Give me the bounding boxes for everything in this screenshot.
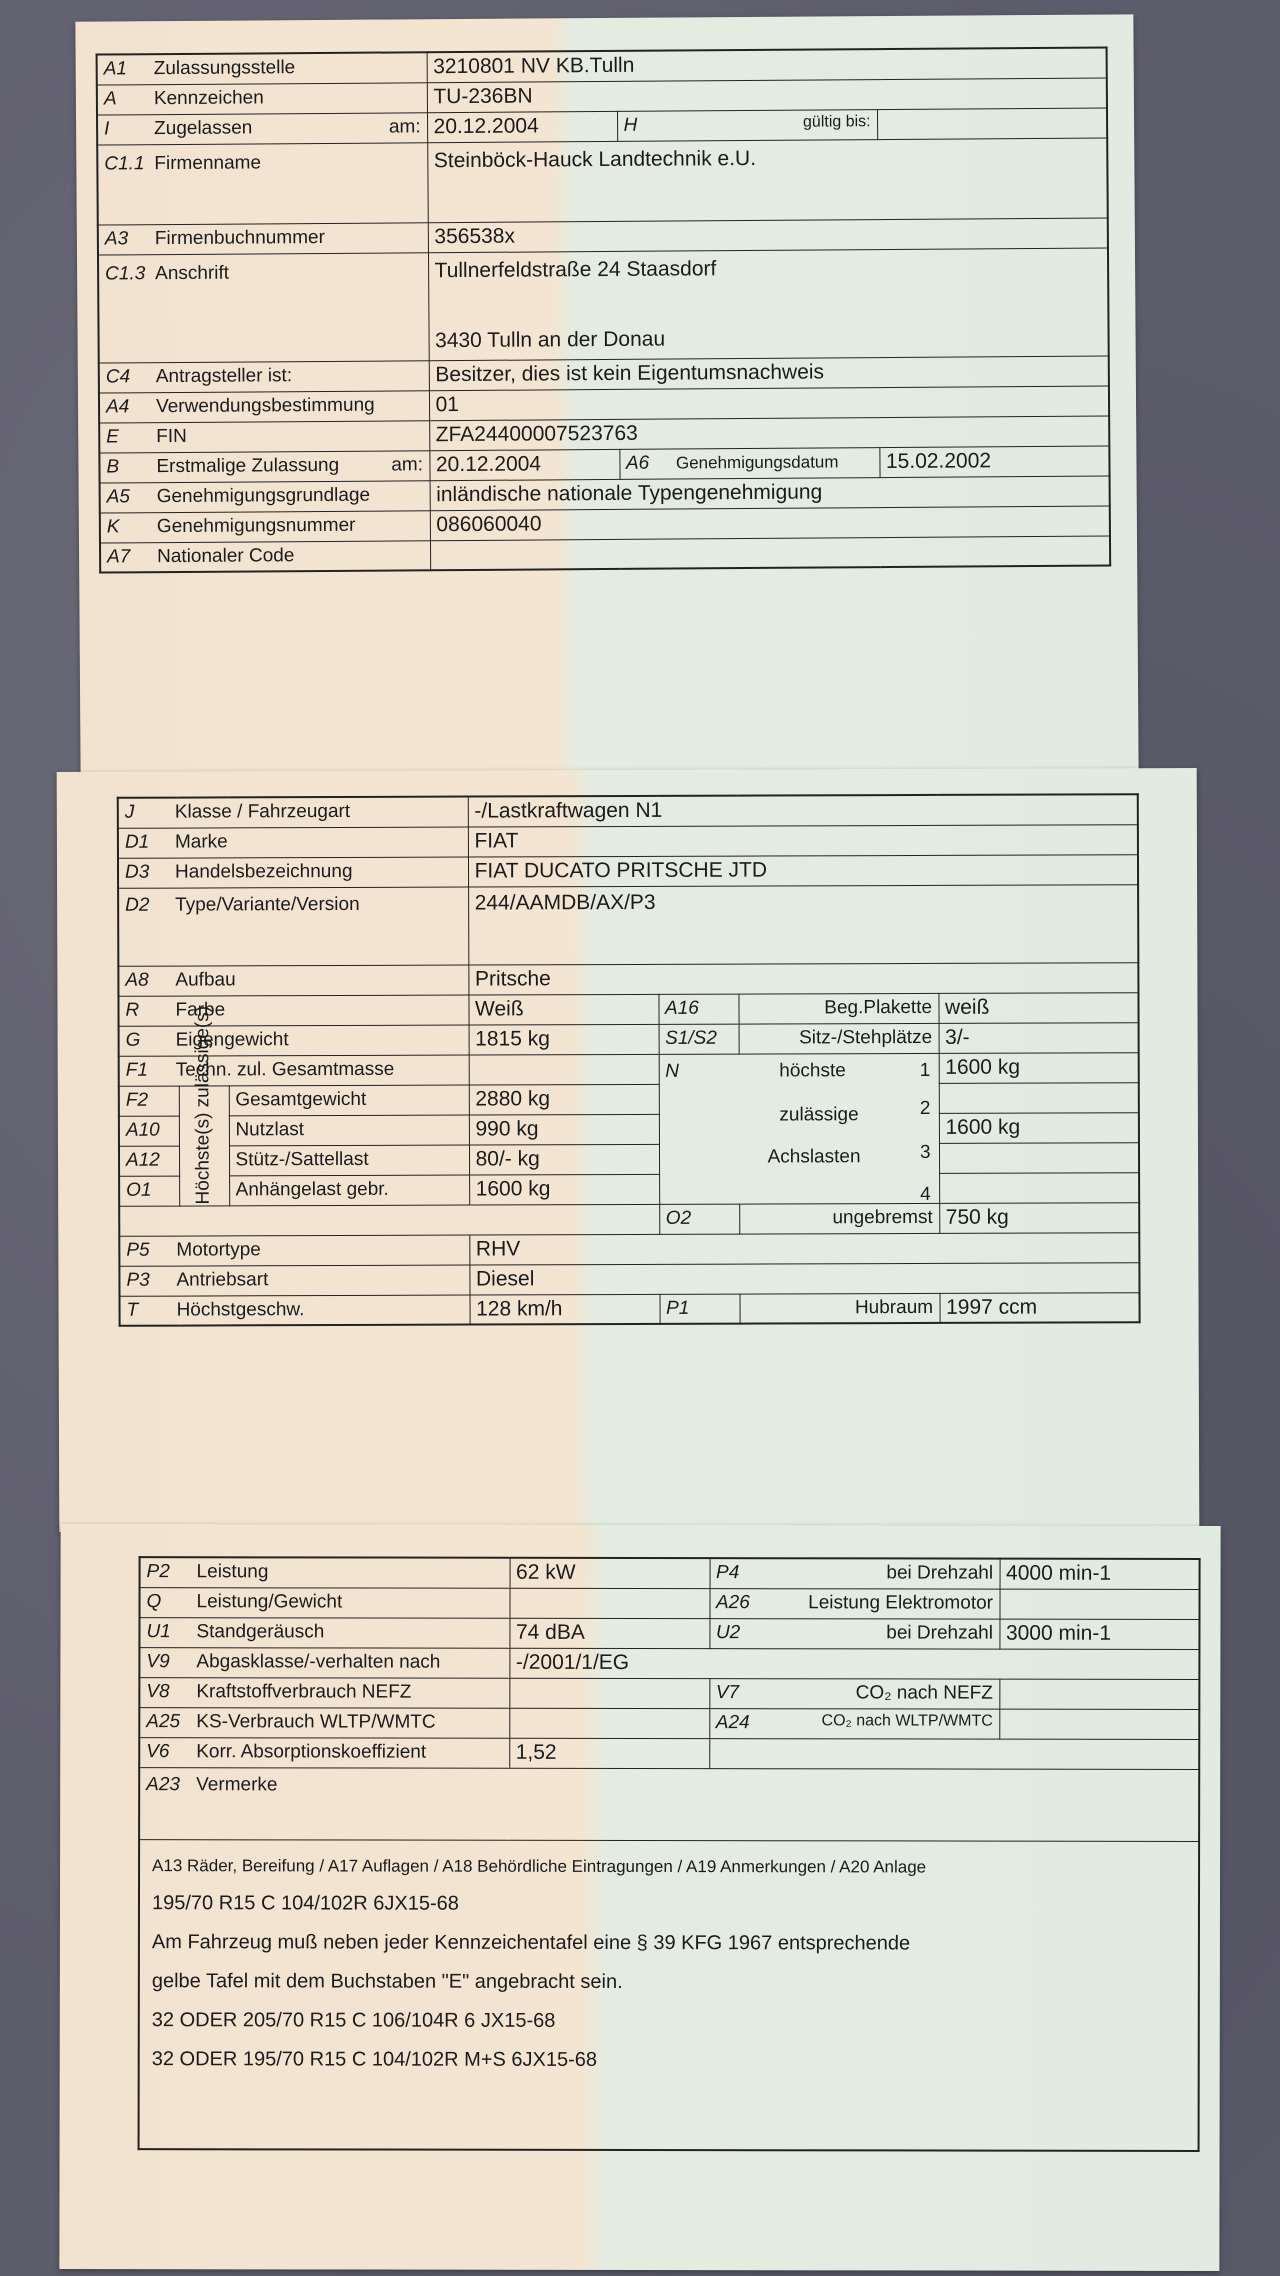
value-erstzulassung: 20.12.2004 [429,449,619,480]
value-zugelassen: 20.12.2004 [427,111,617,142]
row-p3: P3 Antriebsart Diesel [119,1262,1139,1296]
value-anschrift-street: Tullnerfeldstraße 24 Staasdorf [434,256,717,282]
row-a1: A1 Zulassungsstelle 3210801 NV KB.Tulln [97,48,1107,85]
value-anhaengelast: 1600 kg [469,1174,659,1205]
value-aufbau: Pritsche [468,962,1138,994]
row-a10: A10 Nutzlast 990 kg 1600 kg [119,1112,1139,1146]
value-ungebremst: 750 kg [939,1202,1139,1233]
value-plakette: weiß [938,992,1138,1023]
value-kennzeichen: TU-236BN [427,78,1107,113]
value-marke: FIAT [468,824,1138,856]
row-v9: V9 Abgasklasse/-verhalten nach -/2001/1/EG [139,1647,1199,1679]
value-antragsteller: Besitzer, dies ist kein Eigentumsnachweis [429,355,1109,390]
row-r: R Farbe Weiß A16 Beg.Plakette weiß [118,992,1138,1026]
note-line: Am Fahrzeug muß neben jeder Kennzeichentafel eine § 39 KFG 1967 entsprechende [151,1930,911,1954]
row-a3: A3 Firmenbuchnummer 356538x [98,217,1108,254]
document-panel-3 [59,1524,1220,2271]
document-panel-1 [75,14,1138,781]
value-anschrift-city: 3430 Tulln an der Donau [435,327,666,352]
value-standgeraeusch: 74 dBA [509,1618,709,1648]
row-k: K Genehmigungsnummer 086060040 [100,505,1110,542]
value-achse-1: 1600 kg [939,1052,1139,1083]
value-ks-wltp [509,1708,709,1738]
value-stuetzlast: 80/- kg [469,1144,659,1175]
value-hubraum: 1997 ccm [940,1292,1140,1323]
row-b: B Erstmalige Zulassung am: 20.12.2004 A6 Genehmigungsdatum 15.02.2002 [99,445,1109,482]
value-sitzplaetze: 3/- [939,1022,1139,1053]
document-panel-2 [57,768,1200,1532]
row-t: T Höchstgeschw. 128 km/h P1 Hubraum 1997 ccm [120,1292,1140,1326]
value-gesamtmasse [469,1054,659,1085]
row-u1: U1 Standgeräusch 74 dBA U2 bei Drehzahl 3000 min-1 [139,1617,1199,1649]
row-c4: C4 Antragsteller ist: Besitzer, dies ist kein Eigentumsnachweis [99,355,1109,392]
row-g: G Eigengewicht 1815 kg S1/S2 Sitz-/Stehplätze 3/- [119,1022,1139,1056]
engine-table [138,1556,1201,2152]
notes-header: A13 Räder, Bereifung / A17 Auflagen / A18 Behördliche Eintragungen / A19 Anmerkungen / A20 Anlage [152,1855,927,1876]
value-leistung-gewicht [509,1588,709,1618]
value-hoechstgeschw: 128 km/h [470,1294,660,1325]
value-drehzahl-geraeusch: 3000 min-1 [999,1619,1199,1649]
value-genehmigungsdatum: 15.02.2002 [879,445,1109,477]
value-fin: ZFA24400007523763 [429,415,1109,450]
value-genehmigungsgrundlage: inländische nationale Typengenehmigung [430,475,1110,510]
row-a8: A8 Aufbau Pritsche [118,962,1138,996]
value-nutzlast: 990 kg [469,1114,659,1145]
value-drehzahl-leistung: 4000 min-1 [1000,1559,1200,1589]
value-gesamtgewicht: 2880 kg [469,1084,659,1115]
row-a5: A5 Genehmigungsgrundlage inländische nationale Typengenehmigung [100,475,1110,512]
value-co2-nefz [999,1679,1199,1709]
row-v8: V8 Kraftstoffverbrauch NEFZ V7 CO₂ nach NEFZ [139,1677,1199,1709]
value-antriebsart: Diesel [469,1262,1139,1294]
value-firmenname: Steinböck-Hauck Landtechnik e.U. [427,138,1108,223]
row-f1: F1 Techn. zul. Gesamtmasse N höchste 1 zulässige 2 Achslasten 3 4 1600 kg [119,1052,1139,1086]
value-gueltig-bis [877,108,1107,140]
note-line: 195/70 R15 C 104/102R 6JX15-68 [151,1891,459,1915]
value-achse-3: 1600 kg [939,1112,1139,1143]
row-f2: F2 Höchste(s) zulässige(s) Gesamtgewicht 2880 kg [119,1082,1139,1116]
row-i: I Zugelassen am: 20.12.2004 H gültig bis: [97,108,1107,145]
value-type: 244/AAMDB/AX/P3 [468,884,1138,964]
value-nationaler-code [430,535,1110,570]
registration-table [96,46,1112,573]
row-p5: P5 Motortype RHV [119,1232,1139,1266]
row-d1: D1 Marke FIAT [118,824,1138,858]
row-a12: A12 Stütz-/Sattellast 80/- kg [119,1142,1139,1176]
row-a7: A7 Nationaler Code [100,535,1110,572]
value-klasse: -/Lastkraftwagen N1 [468,794,1138,826]
value-achse-2 [939,1082,1139,1113]
row-a25: A25 KS-Verbrauch WLTP/WMTC A24 CO₂ nach WLTP/WMTC [139,1707,1199,1739]
row-v6: V6 Korr. Absorptionskoeffizient 1,52 [139,1737,1199,1769]
row-e: E FIN ZFA24400007523763 [99,415,1109,452]
achslasten-block: N höchste 1 zulässige 2 Achslasten 3 4 [659,1053,940,1204]
row-a4: A4 Verwendungsbestimmung 01 [99,385,1109,422]
value-eigengewicht: 1815 kg [469,1024,659,1055]
value-leistung: 62 kW [510,1558,710,1588]
value-verwendungsbestimmung: 01 [429,385,1109,420]
value-kraftstoffverbrauch [509,1678,709,1708]
value-elektromotor [999,1589,1199,1619]
value-zulassungsstelle: 3210801 NV KB.Tulln [427,48,1107,83]
value-farbe: Weiß [468,994,658,1025]
row-p2: P2 Leistung 62 kW P4 bei Drehzahl 4000 min-1 [140,1557,1200,1589]
row-notes [139,1839,1200,2151]
value-handelsbezeichnung: FIAT DUCATO PRITSCHE JTD [468,854,1138,886]
row-o2: O2 ungebremst 750 kg [119,1202,1139,1236]
row-c13: C1.3 Anschrift Tullnerfeldstraße 24 Staasdorf 3430 Tulln an der Donau [98,247,1109,362]
value-absorption: 1,52 [509,1738,709,1768]
row-o1: O1 Anhängelast gebr. 1600 kg [119,1172,1139,1206]
value-achse-4 [939,1142,1139,1173]
value-co2-wltp [999,1709,1199,1739]
row-a23: A23 Vermerke [139,1767,1199,1841]
row-d2: D2 Type/Variante/Version 244/AAMDB/AX/P3 [118,884,1138,966]
row-q: Q Leistung/Gewicht A26 Leistung Elektromotor [139,1587,1199,1619]
value-firmenbuchnummer: 356538x [428,217,1108,252]
vehicle-table [117,793,1141,1327]
value-motortype: RHV [469,1232,1139,1264]
value-genehmigungsnummer: 086060040 [430,505,1110,540]
note-line: 32 ODER 195/70 R15 C 104/102R M+S 6JX15-68 [151,2047,598,2071]
row-d3: D3 Handelsbezeichnung FIAT DUCATO PRITSCHE JTD [118,854,1138,888]
row-a: A Kennzeichen TU-236BN [97,78,1107,115]
value-abgasklasse: -/2001/1/EG [509,1648,1199,1679]
row-c11: C1.1 Firmenname Steinböck-Hauck Landtechnik e.U. [97,138,1108,225]
note-line: gelbe Tafel mit dem Buchstaben "E" angebracht sein. [151,1969,623,1993]
row-j: J Klasse / Fahrzeugart -/Lastkraftwagen N1 [118,794,1138,828]
note-line: 32 ODER 205/70 R15 C 106/104R 6 JX15-68 [151,2008,556,2032]
